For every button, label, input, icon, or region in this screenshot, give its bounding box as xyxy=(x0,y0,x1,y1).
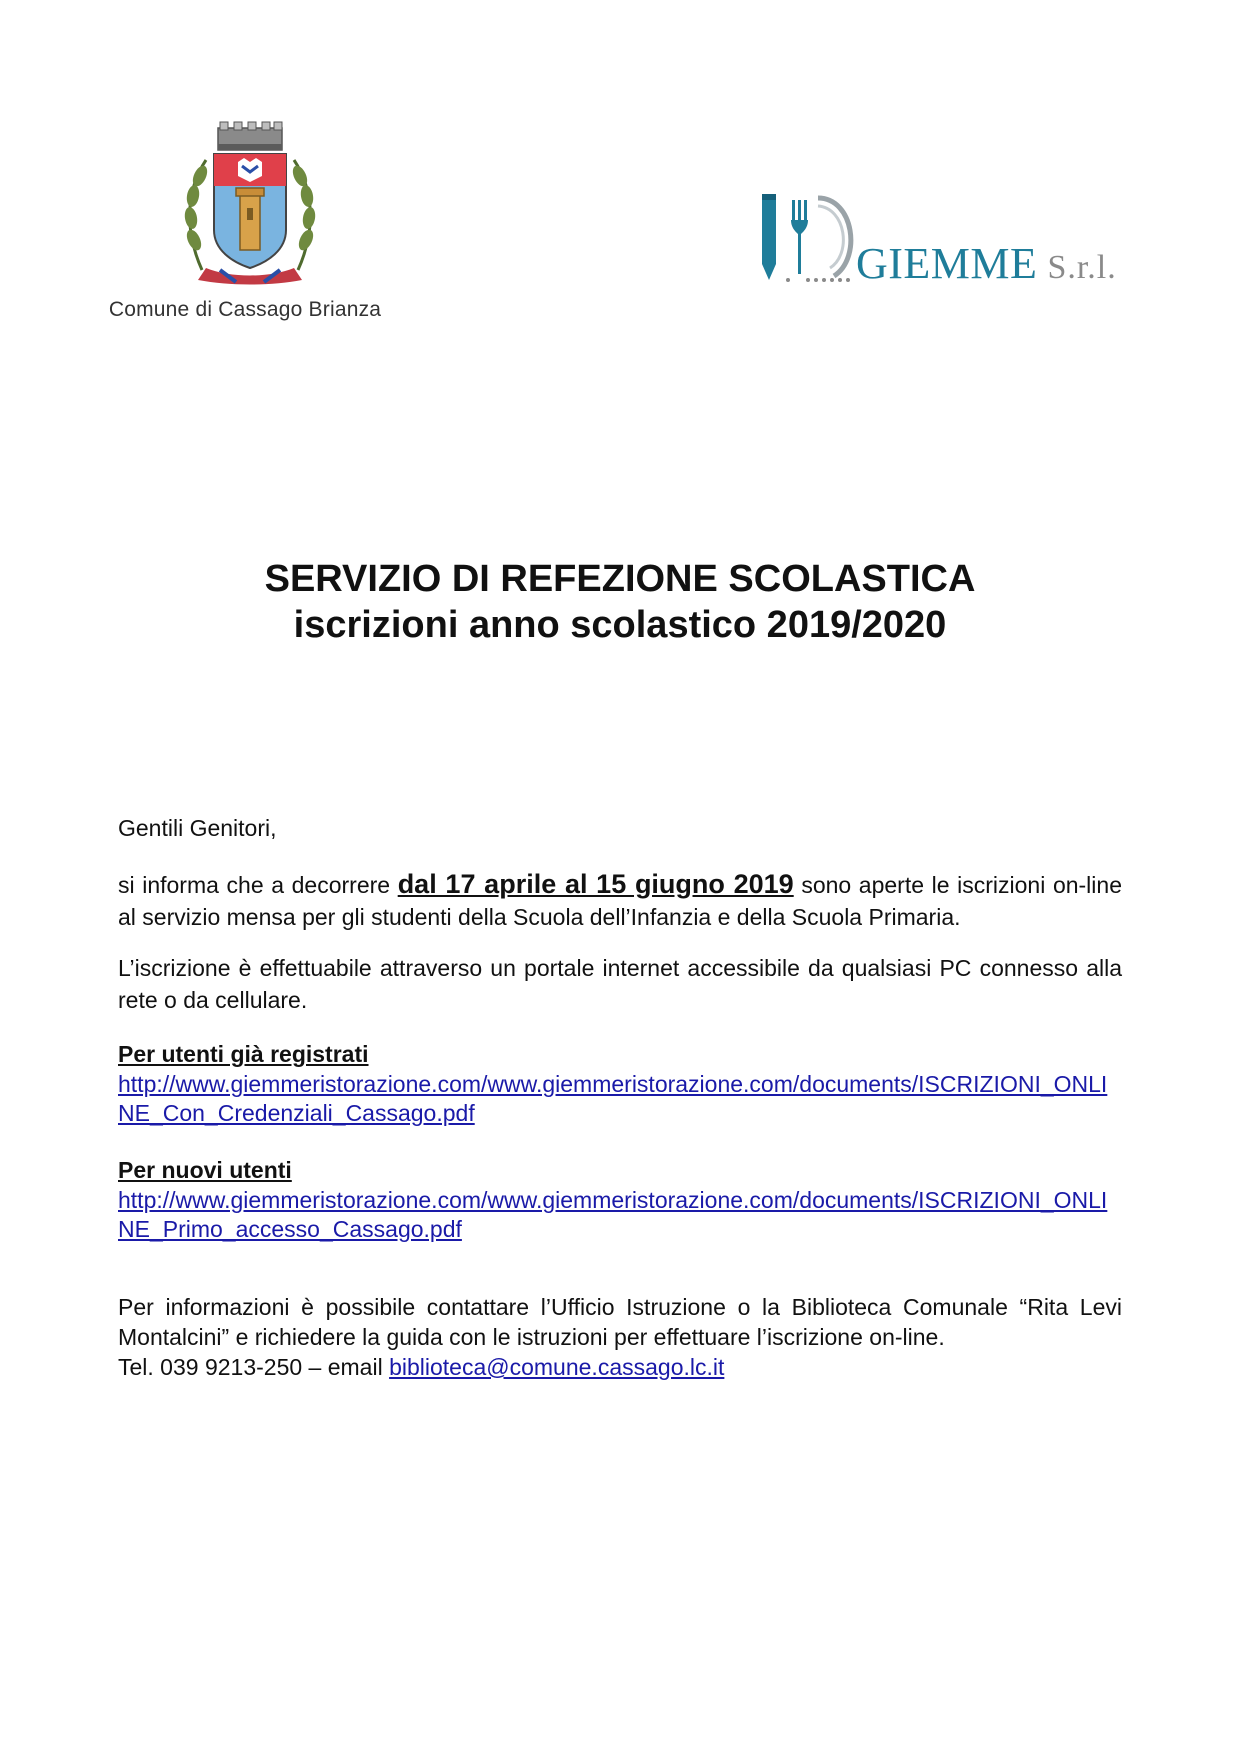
new-users-link[interactable]: http://www.giemmeristorazione.com/www.giemmeristorazione.com/documents/ISCRIZIONI_ONLINE_Primo_accesso_Cassago.pdf xyxy=(118,1187,1108,1242)
page-subtitle: iscrizioni anno scolastico 2019/2020 xyxy=(293,604,947,646)
contact-line xyxy=(118,1352,1122,1382)
greeting: Gentili Genitori, xyxy=(118,815,277,841)
paragraph-dates xyxy=(118,868,1122,933)
paragraph-dates-intro: si informa che a decorrere xyxy=(118,872,398,898)
registered-users-heading: Per utenti già registrati xyxy=(118,1041,369,1067)
info-paragraph: Per informazioni è possibile contattare l’Ufficio Istruzione o la Biblioteca Comunale “Rita Levi Montalcini” e richiedere la guida con le istruzioni per effettuare l’iscrizione on-line. xyxy=(118,1294,1122,1350)
registered-users-link[interactable]: http://www.giemmeristorazione.com/www.giemmeristorazione.com/documents/ISCRIZIONI_ONLINE_Con_Credenziali_Cassago.pdf xyxy=(118,1071,1108,1126)
giemme-suffix: S.r.l. xyxy=(1047,249,1117,286)
paragraph-dates-rest: sono aperte le iscrizioni on-line al servizio mensa per gli studenti della Scuola dell’Infanzia e della Scuola Primaria. xyxy=(118,872,1122,930)
registered-section xyxy=(118,1038,1122,1128)
comune-name: Comune di Cassago Brianza xyxy=(108,298,382,321)
giemme-logo xyxy=(758,188,1138,288)
contact-email-link[interactable]: biblioteca@comune.cassago.lc.it xyxy=(389,1354,725,1380)
giemme-wordmark xyxy=(856,239,1117,288)
new-users-section xyxy=(118,1154,1122,1244)
page-title: SERVIZIO DI REFEZIONE SCOLASTICA xyxy=(264,558,976,600)
giemme-name: GIEMME xyxy=(856,239,1038,288)
municipal-crest-icon xyxy=(180,120,320,290)
pencil-fork-icon xyxy=(758,188,868,288)
comune-logo xyxy=(100,120,390,330)
enrollment-dates: dal 17 aprile al 15 giugno 2019 xyxy=(397,869,794,899)
paragraph-portal: L’iscrizione è effettuabile attraverso un portale internet accessibile da qualsiasi PC connesso alla rete o da cellulare. xyxy=(118,955,1122,1013)
new-users-heading: Per nuovi utenti xyxy=(118,1157,292,1183)
contact-phone: Tel. 039 9213-250 – email xyxy=(118,1354,390,1380)
